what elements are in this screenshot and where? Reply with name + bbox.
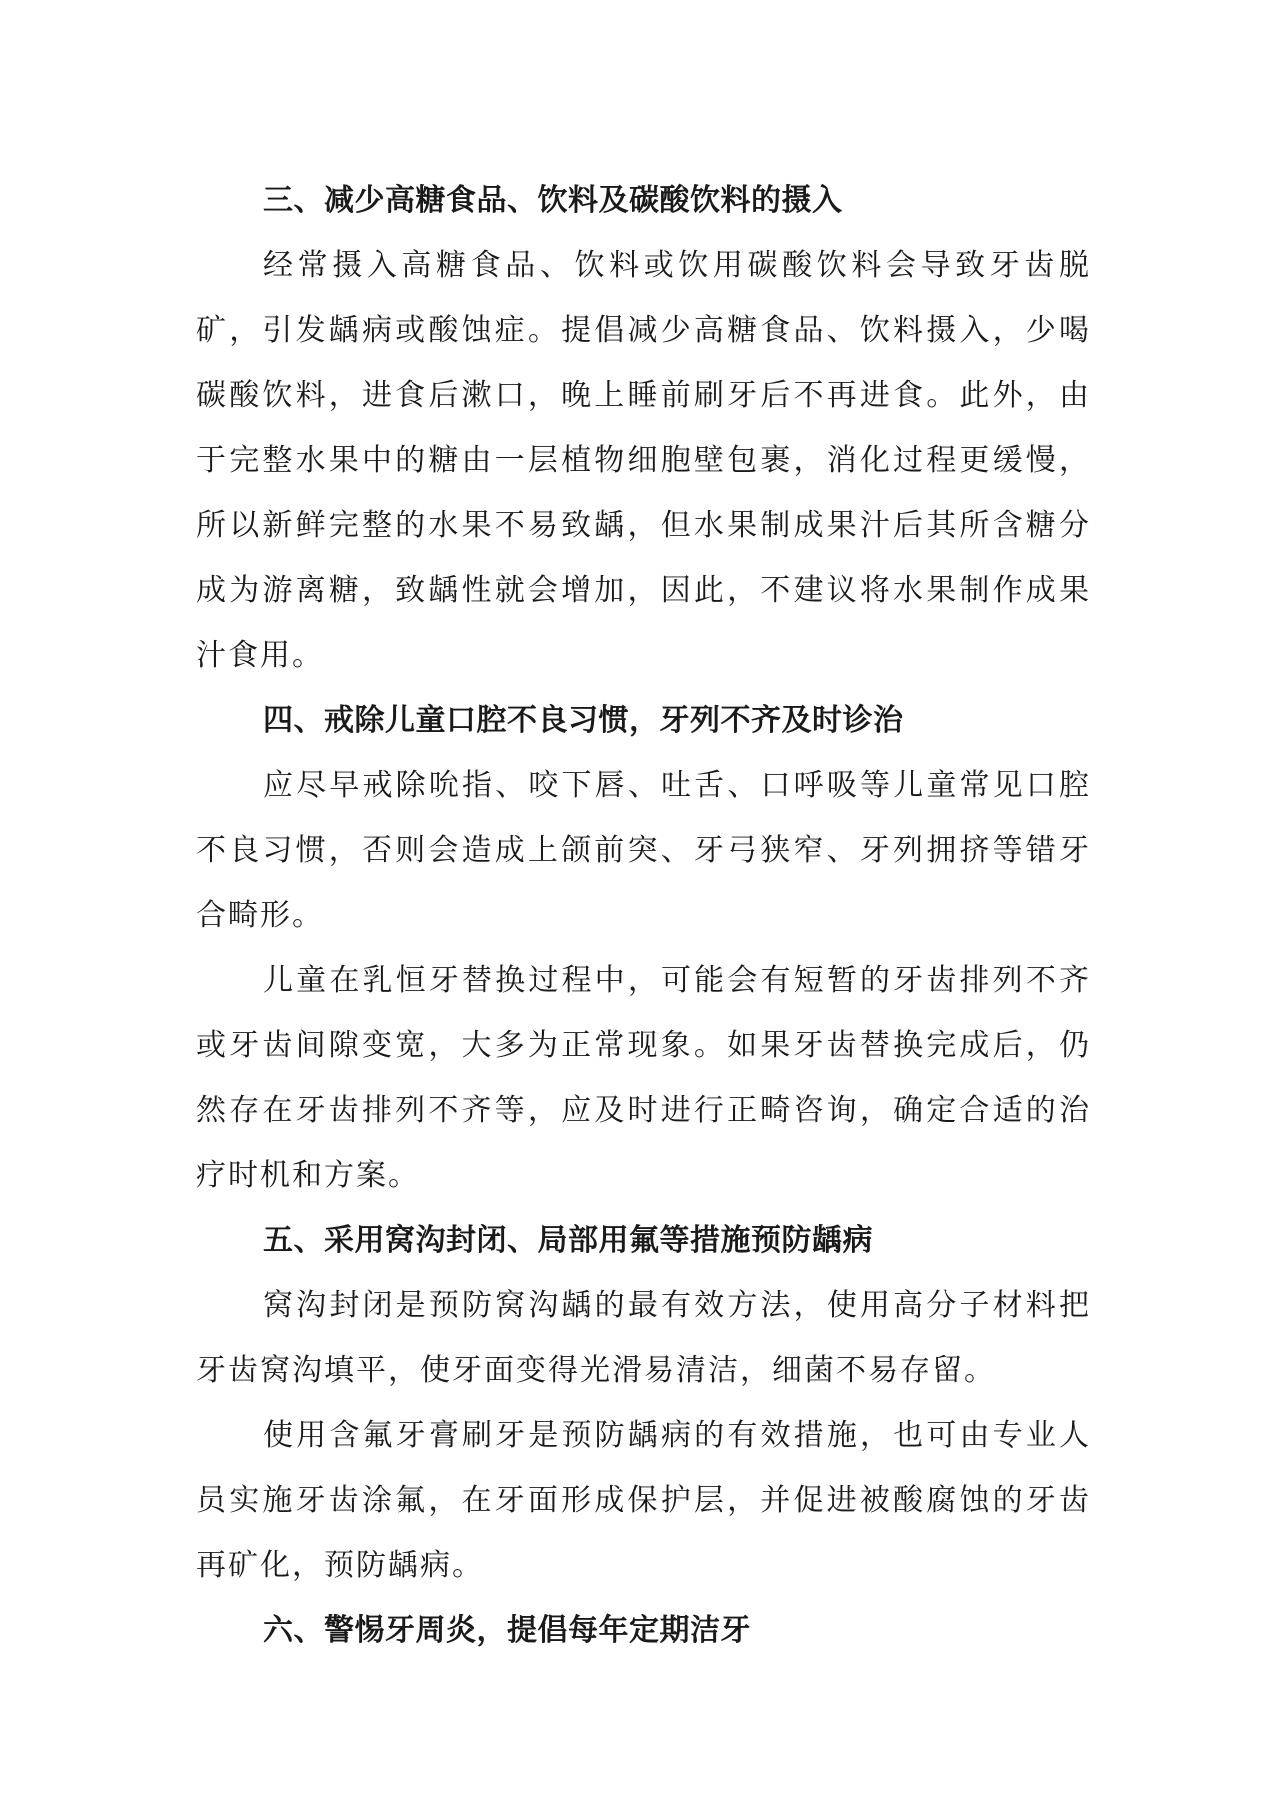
paragraph: 窝沟封闭是预防窝沟龋的最有效方法，使用高分子材料把牙齿窝沟填平，使牙面变得光滑易清洁，细菌不易存留。 bbox=[196, 1288, 1091, 1388]
paragraph: 使用含氟牙膏刷牙是预防龋病的有效措施，也可由专业人员实施牙齿涂氟，在牙面形成保护层，并促进被酸腐蚀的牙齿再矿化，预防龋病。 bbox=[196, 1418, 1091, 1583]
paragraph: 应尽早戒除吮指、咬下唇、吐舌、口呼吸等儿童常见口腔不良习惯，否则会造成上颌前突、牙弓狭窄、牙列拥挤等错牙合畸形。 bbox=[196, 768, 1091, 933]
document-page bbox=[196, 168, 1091, 1663]
section-heading-5: 五、采用窝沟封闭、局部用氟等措施预防龋病 bbox=[263, 1223, 873, 1258]
paragraph: 经常摄入高糖食品、饮料或饮用碳酸饮料会导致牙齿脱矿，引发龋病或酸蚀症。提倡减少高糖食品、饮料摄入，少喝碳酸饮料，进食后漱口，晚上睡前刷牙后不再进食。此外，由于完整水果中的糖由一层植物细胞壁包裹，消化过程更缓慢，所以新鲜完整的水果不易致龋，但水果制成果汁后其所含糖分成为游离糖，致龋性就会增加，因此，不建议将水果制作成果汁食用。 bbox=[196, 248, 1091, 673]
section-heading-3: 三、减少高糖食品、饮料及碳酸饮料的摄入 bbox=[263, 183, 843, 218]
section-heading-4: 四、戒除儿童口腔不良习惯，牙列不齐及时诊治 bbox=[263, 703, 904, 738]
paragraph: 儿童在乳恒牙替换过程中，可能会有短暂的牙齿排列不齐或牙齿间隙变宽，大多为正常现象。如果牙齿替换完成后，仍然存在牙齿排列不齐等，应及时进行正畸咨询，确定合适的治疗时机和方案。 bbox=[196, 963, 1091, 1193]
section-heading-6: 六、警惕牙周炎，提倡每年定期洁牙 bbox=[263, 1613, 751, 1648]
